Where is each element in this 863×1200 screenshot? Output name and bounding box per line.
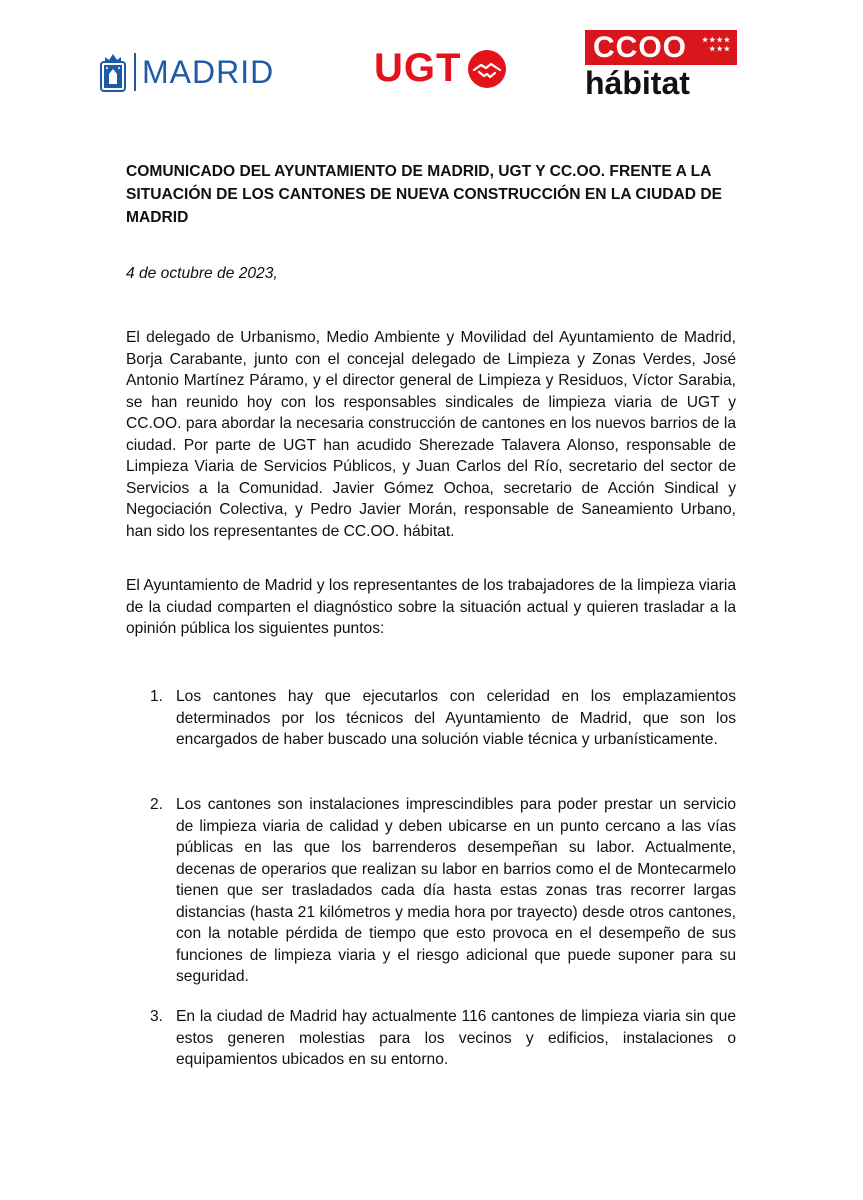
stars-icon: ★★★★ ★★★ <box>701 37 731 53</box>
paragraph-intro: El delegado de Urbanismo, Medio Ambiente y Movilidad del Ayuntamiento de Madrid, Borja Carabante, junto con el concejal delegado de Limpieza y Zonas Verdes, José Antonio Martínez Páramo, y el director general de Limpieza y Residuos, Víctor Sarabia, se han reunido hoy con los responsables sindicales de limpieza viaria de UGT y CC.OO. para abordar la necesaria construcción de cantones en los nuevos barrios de la ciudad. Por parte de UGT han acudido Sherezade Talavera Alonso, responsable de Limpieza Viaria de Servicios Públicos, y Juan Carlos del Río, secretario del sector de Servicios a la Comunidad. Javier Gómez Ochoa, secretario de Acción Sindical y Negociación Colectiva, y Pedro Javier Morán, responsable de Saneamiento Urbano, han sido los representantes de CC.OO. hábitat. <box>126 329 736 540</box>
list-item-text: Los cantones hay que ejecutarlos con celeridad en los emplazamientos determinados por los técnicos del Ayuntamiento de Madrid, que son los encargados de haber buscado una solución viable técnica y urbanísticamente. <box>176 688 736 748</box>
list-item-text: Los cantones son instalaciones imprescindibles para poder prestar un servicio de limpieza viaria de calidad y deben ubicarse en un punto cercano a las vías públicas en las que los barrenderos desempeñan su labor. Actualmente, decenas de operarios que realizan su labor en barrios como el de Montecarmelo tienen que ser trasladados cada día hasta estas zonas tras recorrer largas distancias (hasta 21 kilómetros y media hora por trayecto) desde otros cantones, con la notable pérdida de tiempo que esto provoca en el desempeño de sus funciones de limpieza viaria y el riesgo adicional que puede suponer para su seguridad. <box>176 796 736 985</box>
madrid-emblem-icon <box>100 52 126 92</box>
ugt-logo-text: UGT <box>374 46 462 90</box>
ugt-logo <box>374 46 507 91</box>
document-date: 4 de octubre de 2023, <box>126 265 278 282</box>
ccoo-habitat-logo <box>585 30 737 101</box>
document-title: COMUNICADO DEL AYUNTAMIENTO DE MADRID, UGT Y CC.OO. FRENTE A LA SITUACIÓN DE LOS CANTONES DE NUEVA CONSTRUCCIÓN EN LA CIUDAD DE MADRID <box>126 163 723 226</box>
list-item <box>150 1006 736 1071</box>
ccoo-logo-text: CCOO <box>593 31 687 64</box>
list-item-text: En la ciudad de Madrid hay actualmente 116 cantones de limpieza viaria sin que estos generen molestias para los vecinos y edificios, instalaciones o equipamientos ubicados en su entorno. <box>176 1008 736 1068</box>
ccoo-logo-box <box>585 30 737 65</box>
madrid-logo <box>100 50 274 94</box>
madrid-logo-text: MADRID <box>142 53 275 90</box>
list-item <box>150 794 736 988</box>
list-item-number: 2. <box>150 796 164 813</box>
list-item-number: 1. <box>150 688 164 705</box>
handshake-icon <box>467 49 507 89</box>
ccoo-habitat-text: hábitat <box>585 65 690 101</box>
paragraph-diagnosis: El Ayuntamiento de Madrid y los representantes de los trabajadores de la limpieza viaria de la ciudad comparten el diagnóstico sobre la situación actual y quieren trasladar a la opinión pública los siguientes puntos: <box>126 577 736 637</box>
list-item-number: 3. <box>150 1008 164 1025</box>
madrid-logo-divider <box>134 53 136 91</box>
list-item <box>150 686 736 751</box>
